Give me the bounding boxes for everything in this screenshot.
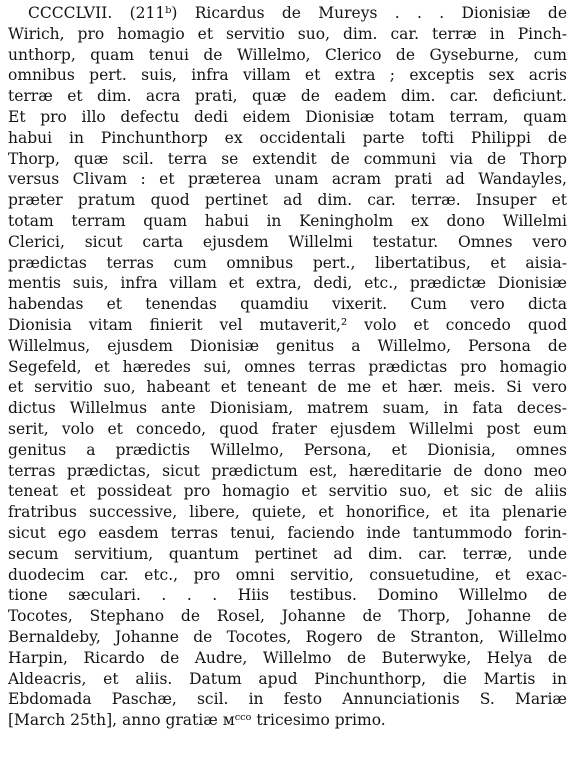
text-line: Wirich, pro homagio et servitio suo, dim. car. terræ in Pinch- xyxy=(8,24,567,43)
text-line: unthorp, quam tenui de Willelmo, Clerico de Gyseburne, cum xyxy=(8,45,567,64)
text-line: terræ et dim. acra prati, quæ de eadem dim. car. deficiunt. xyxy=(8,87,567,106)
text-line: [March 25th], anno gratiæ ᴍᶜᶜᵒ tricesimo primo. xyxy=(8,711,386,730)
text-line: fratribus successive, libere, quiete, et honorifice, et ita plenarie xyxy=(8,503,567,522)
text-line: versus Clivam : et præterea unam acram prati ad Wandayles, xyxy=(8,170,567,189)
text-line: CCCCLVII. (211ᵇ) Ricardus de Mureys . . . Dionisiæ de xyxy=(28,4,567,22)
text-line: duodecim car. etc., pro omni servitio, consuetudine, et exac- xyxy=(8,565,567,584)
text-line: habui in Pinchunthorp ex occidentali parte tofti Philippi de xyxy=(8,128,567,147)
text-line: dictus Willelmus ante Dionisiam, matrem suam, in fata deces- xyxy=(8,399,567,418)
text-line: teneat et possideat pro homagio et servitio suo, et sic de aliis xyxy=(8,482,567,501)
text-line: secum servitium, quantum pertinet ad dim. car. terræ, unde xyxy=(8,544,567,563)
text-line: Tocotes, Stephano de Rosel, Johanne de Thorp, Johanne de xyxy=(8,607,567,626)
text-line: habendas et tenendas quamdiu vixerit. Cum vero dicta xyxy=(8,295,567,314)
text-line: omnibus pert. suis, infra villam et extra ; exceptis sex acris xyxy=(8,66,567,85)
text-line: tione sæculari. . . . Hiis testibus. Domino Willelmo de xyxy=(8,586,567,605)
charter-text xyxy=(8,3,567,731)
text-line: Segefeld, et hæredes sui, omnes terras prædictas pro homagio xyxy=(8,357,567,376)
text-line: mentis suis, infra villam et extra, dedi, etc., prædictæ Dionisiæ xyxy=(8,274,567,293)
text-line: sicut ego easdem terras tenui, faciendo inde tantummodo forin- xyxy=(8,523,567,542)
text-line: præter pratum quod pertinet ad dim. car. terræ. Insuper et xyxy=(8,191,567,210)
text-line: totam terram quam habui in Keningholm ex dono Willelmi xyxy=(8,211,567,230)
text-line: serit, volo et concedo, quod frater ejusdem Willelmi post eum xyxy=(8,419,567,438)
text-line: Bernaldeby, Johanne de Tocotes, Rogero de Stranton, Willelmo xyxy=(8,627,567,646)
text-line: prædictas terras cum omnibus pert., libertatibus, et aisia- xyxy=(8,253,567,272)
text-line: Aldeacris, et aliis. Datum apud Pinchunthorp, die Martis in xyxy=(8,669,567,688)
text-line: terras prædictas, sicut prædictum est, hæreditarie de dono meo xyxy=(8,461,567,480)
text-line: Dionisia vitam finierit vel mutaverit,² volo et concedo quod xyxy=(8,315,567,334)
text-line: Et pro illo defectu dedi eidem Dionisiæ totam terram, quam xyxy=(8,107,567,126)
text-line: genitus a prædictis Willelmo, Persona, et Dionisia, omnes xyxy=(8,440,567,459)
text-line: Thorp, quæ scil. terra se extendit de communi via de Thorp xyxy=(8,149,567,168)
text-line: Harpin, Ricardo de Audre, Willelmo de Buterwyke, Helya de xyxy=(8,648,567,667)
text-line: Clerici, sicut carta ejusdem Willelmi testatur. Omnes vero xyxy=(8,232,567,251)
text-line: Willelmus, ejusdem Dionisiæ genitus a Willelmo, Persona de xyxy=(8,336,567,355)
text-line: Ebdomada Paschæ, scil. in festo Annunciationis S. Mariæ xyxy=(8,690,567,709)
text-line: et servitio suo, habeant et teneant de me et hær. meis. Si vero xyxy=(8,378,567,397)
